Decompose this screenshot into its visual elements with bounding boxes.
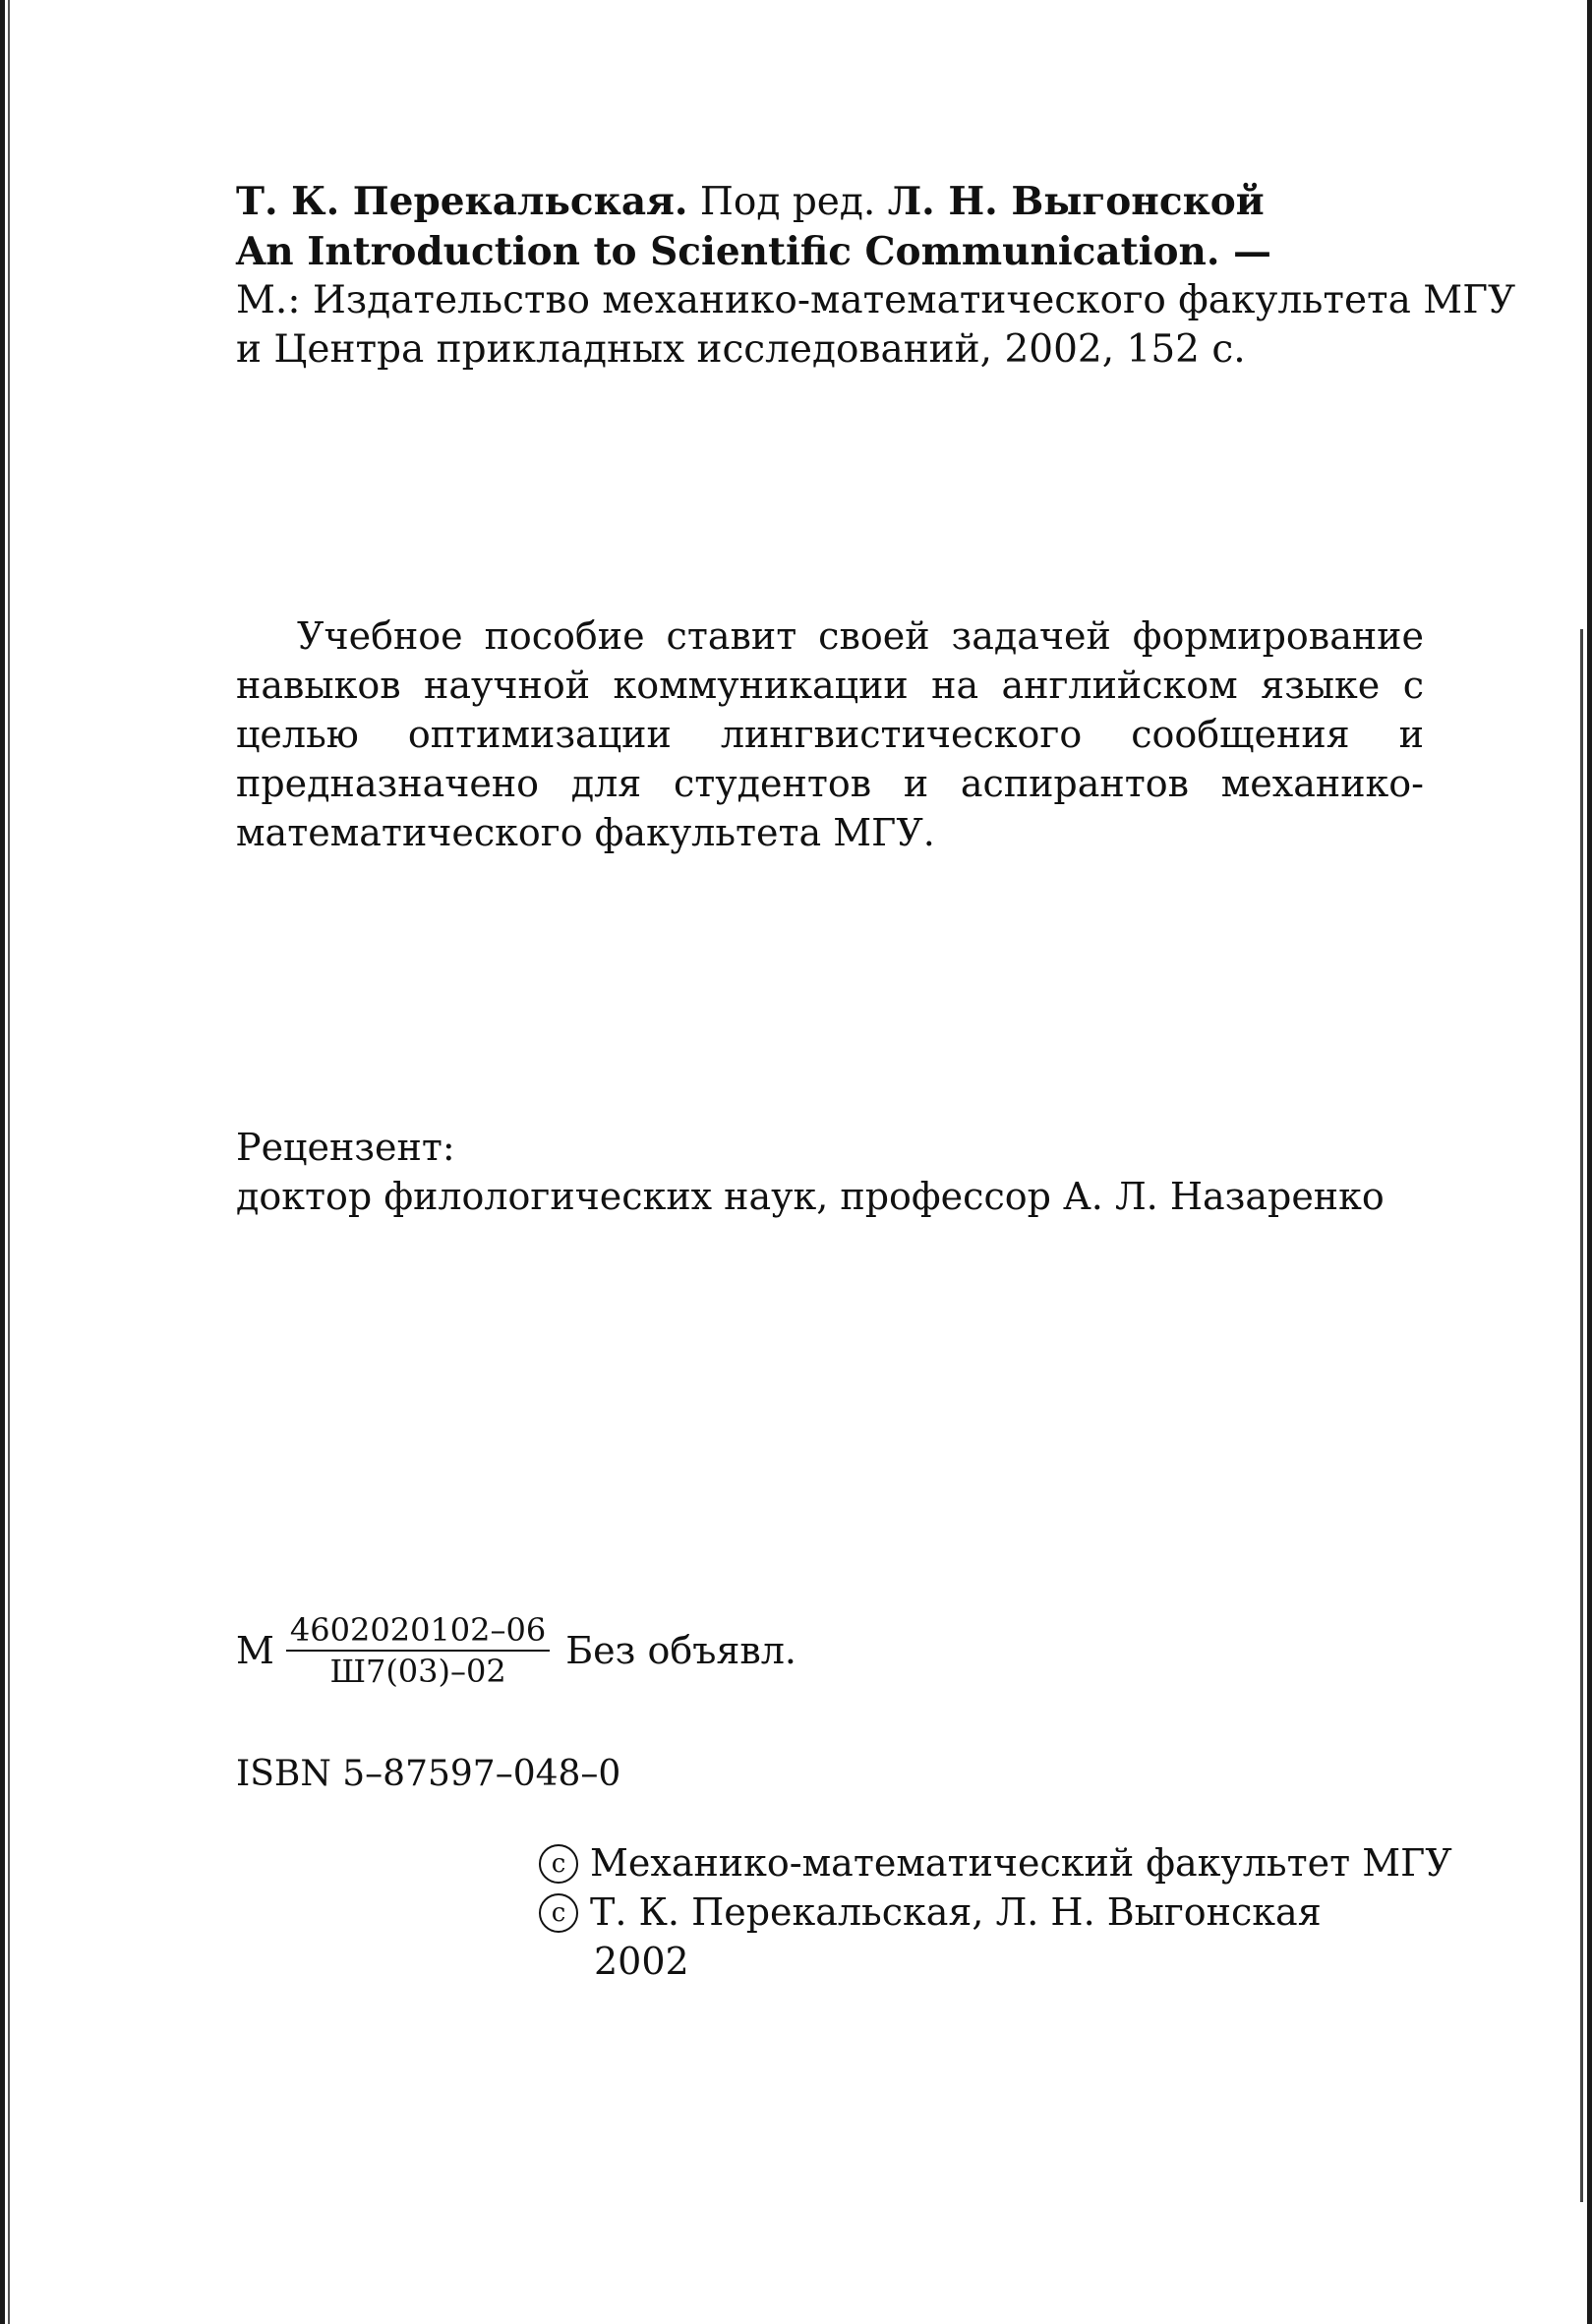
reviewer-name: доктор филологических наук, профессор А. Л. Назаренко <box>236 1175 1385 1218</box>
index-note: Без объявл. <box>565 1629 796 1672</box>
page-edge-right-thin <box>1580 629 1583 2202</box>
copyright-icon: c <box>539 1893 578 1933</box>
copyright-holder-2: Т. К. Перекальская, Л. Н. Выгонская <box>590 1890 1322 1934</box>
index-fraction <box>286 1612 550 1689</box>
editor-prefix: Под ред. <box>699 180 876 224</box>
author-editor-line <box>236 177 1426 227</box>
page-edge-left-thin <box>8 0 10 2324</box>
index-code <box>236 1612 1426 1689</box>
copyright-year: 2002 <box>594 1940 689 1983</box>
index-numerator: 4602020102–06 <box>286 1612 550 1652</box>
isbn: ISBN 5–87597–048–0 <box>236 1754 621 1794</box>
copyright-holder-1: Механико-математический факультет МГУ <box>590 1841 1452 1885</box>
publisher-line-1: М.: Издательство механико-математического факультета МГУ <box>236 278 1516 322</box>
book-title: An Introduction to Scientific Communication. — <box>236 229 1271 274</box>
publisher-line-2: и Центра прикладных исследований, 2002, 152 с. <box>236 327 1246 372</box>
index-denominator: Ш7(03)–02 <box>329 1653 506 1690</box>
copyright-icon: c <box>539 1844 578 1884</box>
copyright-line-1 <box>539 1838 1463 1888</box>
copyright-line-2 <box>539 1888 1463 1937</box>
annotation-paragraph: Учебное пособие ставит своей задачей формирование навыков научной коммуникации на английском языке с целью оптимизации лингвистического сообщения и предназначено для студентов и аспирантов механико-математического факультета МГУ. <box>236 614 1424 854</box>
index-letter: М <box>236 1629 274 1672</box>
reviewer-block <box>236 1123 1426 1221</box>
author-name: Т. К. Перекальская. <box>236 179 688 224</box>
bibliographic-record <box>236 177 1516 375</box>
editor-name: Л. Н. Выгонской <box>887 179 1265 224</box>
copyright-block <box>539 1838 1463 1986</box>
page-edge-left <box>0 0 5 2324</box>
reviewer-label: Рецензент: <box>236 1126 455 1169</box>
page-edge-right <box>1587 0 1592 2324</box>
